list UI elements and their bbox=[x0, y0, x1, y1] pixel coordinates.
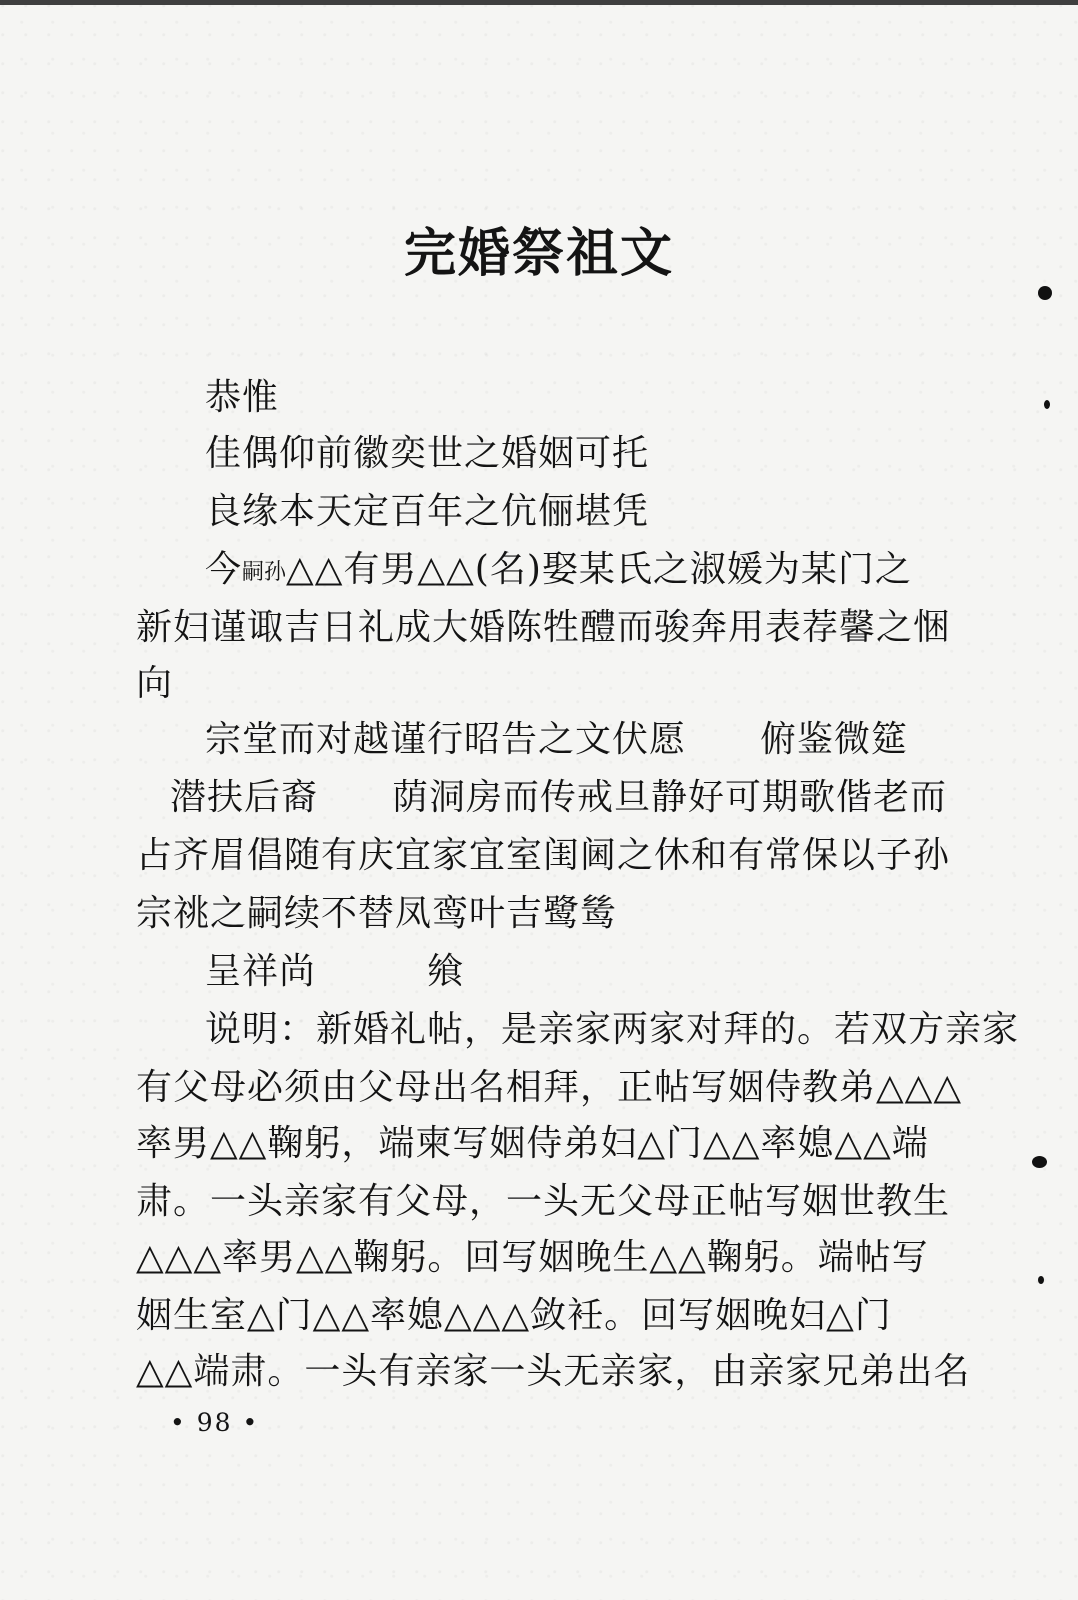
text-line-6: 向 bbox=[136, 663, 174, 704]
text-line-12: 说明：新婚礼帖，是亲家两家对拜的。若双方亲家 bbox=[205, 1009, 1020, 1050]
page-title: 完婚祭祖文 bbox=[403, 223, 674, 284]
line-4-small-text: 嗣孙 bbox=[242, 560, 287, 585]
text-line-3: 良缘本天定百年之伉俪堪凭 bbox=[205, 491, 650, 532]
text-line-18: △△端肃。一头有亲家一头无亲家，由亲家兄弟出名 bbox=[136, 1351, 971, 1392]
text-line-2: 佳偶仰前徽奕世之婚姻可托 bbox=[205, 433, 650, 474]
text-line-15: 肃。一头亲家有父母，一头无父母正帖写姻世教生 bbox=[136, 1181, 951, 1222]
text-line-4 bbox=[205, 549, 912, 590]
text-line-9: 占齐眉倡随有庆宜家宜室闺阃之休和有常保以子孙 bbox=[136, 835, 951, 876]
text-line-5: 新妇谨诹吉日礼成大婚陈牲醴而骏奔用表荐馨之悃 bbox=[136, 607, 951, 648]
page-number: • 98 • bbox=[170, 1408, 260, 1437]
text-line-16: △△△率男△△鞠躬。回写姻晚生△△鞠躬。端帖写 bbox=[136, 1237, 929, 1278]
text-line-11: 呈祥尚 飨 bbox=[205, 951, 465, 992]
text-line-13: 有父母必须由父母出名相拜，正帖写姻侍教弟△△△ bbox=[136, 1067, 963, 1108]
line-4-end: △△有男△△(名)娶某氏之淑媛为某门之 bbox=[286, 549, 912, 590]
text-line-7: 宗堂而对越谨行昭告之文伏愿 俯鉴微筵 bbox=[205, 719, 909, 760]
text-line-14: 率男△△鞠躬，端柬写姻侍弟妇△门△△率媳△△端 bbox=[136, 1123, 929, 1164]
scan-speck-1 bbox=[1038, 286, 1052, 300]
text-line-17: 姻生室△门△△率媳△△△敛衽。回写姻晚妇△门 bbox=[136, 1295, 892, 1336]
line-4-start: 今 bbox=[205, 549, 243, 590]
scan-speck-2 bbox=[1044, 400, 1050, 409]
scan-speck-4 bbox=[1038, 1276, 1044, 1284]
top-scan-edge bbox=[0, 0, 1078, 5]
text-line-1: 恭惟 bbox=[205, 377, 280, 418]
scan-speck-3 bbox=[1032, 1156, 1047, 1168]
text-line-8: 潜扶后裔 荫洞房而传戒旦静好可期歌偕老而 bbox=[170, 777, 948, 818]
text-line-10: 宗祧之嗣续不替凤鸾叶吉鹭鸶 bbox=[136, 893, 618, 934]
